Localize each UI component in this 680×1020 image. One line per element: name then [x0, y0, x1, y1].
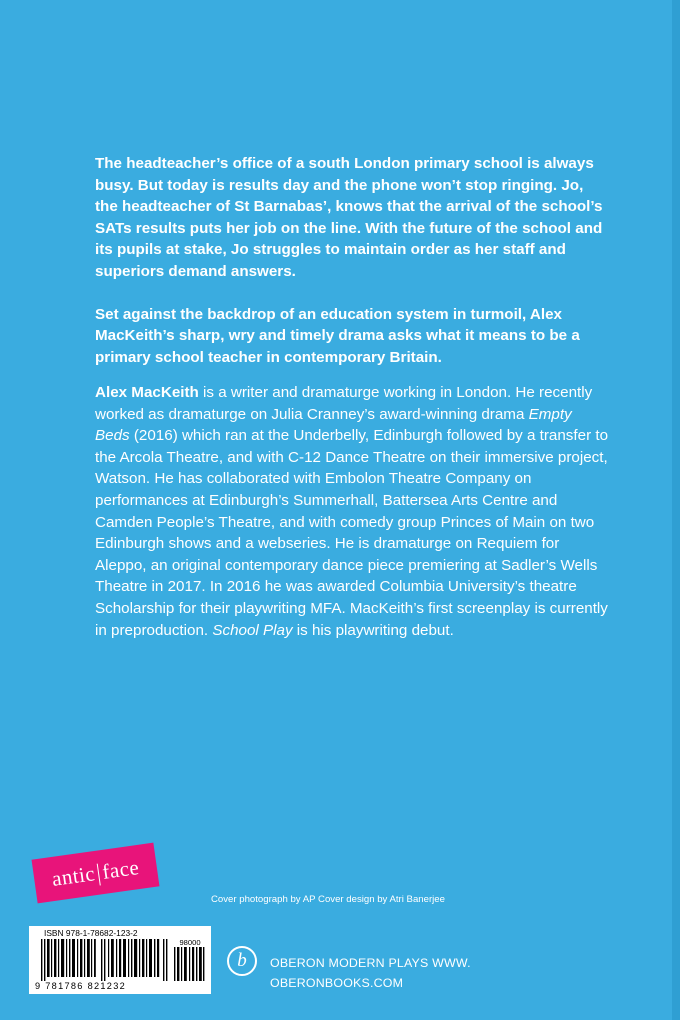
publisher-line-2: OBERONBOOKS.COM [270, 976, 404, 990]
barcode-bars [41, 939, 169, 981]
blurb-paragraph-2: Set against the backdrop of an education system in turmoil, Alex MacKeith’s sharp, wry and timely drama asks what it means to be a primary school teacher in contemporary Britain. [95, 305, 580, 366]
logo-word-1: antic [50, 861, 97, 891]
cover-credits: Cover photograph by AP Cover design by Atri Banerjee [211, 894, 445, 905]
bio-text-2: (2016) which ran at the Underbelly, Edinburgh followed by a transfer to the Arcola Theatre, and with C-12 Dance Theatre on their immersive project, Watson. He has collaborated with Embolon Theatre Company on performances at Edinburgh’s Summerhall, Battersea Arts Centre and Camden People’s Theatre, and with comedy group Princes of Main on two Edinburgh shows and a webseries. He is dramaturge on Requiem for Aleppo, an original contemporary dance piece premiering at Sadler’s Wells Theatre in 2017. In 2016 he was awarded Columbia University’s theatre Scholarship for their playwriting MFA. MacKeith’s first screenplay is currently in preproduction. [95, 427, 609, 639]
publisher-info [270, 953, 530, 993]
publisher-line-1: OBERON MODERN PLAYS WWW. [270, 956, 471, 970]
spine-edge [672, 0, 680, 1020]
logo-word-2: face [100, 855, 141, 884]
bio-text-3: is his playwriting debut. [292, 621, 454, 639]
oberon-logo-letter: b [237, 950, 247, 971]
barcode-addon-number: 98000 [179, 938, 201, 947]
author-bio [95, 382, 610, 641]
bio-title-empty-beds: Empty Beds [95, 405, 572, 445]
barcode-addon-bars [174, 947, 205, 981]
blurb-paragraph-1: The headteacher’s office of a south London primary school is always busy. But today is results day and the phone won’t stop ringing. Jo, the headteacher of St Barnabas’, knows that the arrival of the school’s SATs results puts her job on the line. With the future of the school and its pupils at stake, Jo struggles to maintain order as her staff and superiors demand answers. [95, 155, 603, 280]
antic-face-logo [32, 843, 160, 904]
bio-title-school-play: School Play [212, 621, 293, 639]
isbn-label: ISBN 978-1-78682-123-2 [44, 928, 138, 938]
barcode-digits: 9 781786 821232 [35, 981, 127, 991]
oberon-logo-icon [227, 946, 257, 976]
barcode [29, 926, 211, 994]
author-name: Alex MacKeith [95, 384, 199, 401]
blurb [95, 153, 610, 389]
bio-text-1: is a writer and dramaturge working in London. He recently worked as dramaturge on Julia Cranney’s award-winning drama [95, 384, 593, 423]
